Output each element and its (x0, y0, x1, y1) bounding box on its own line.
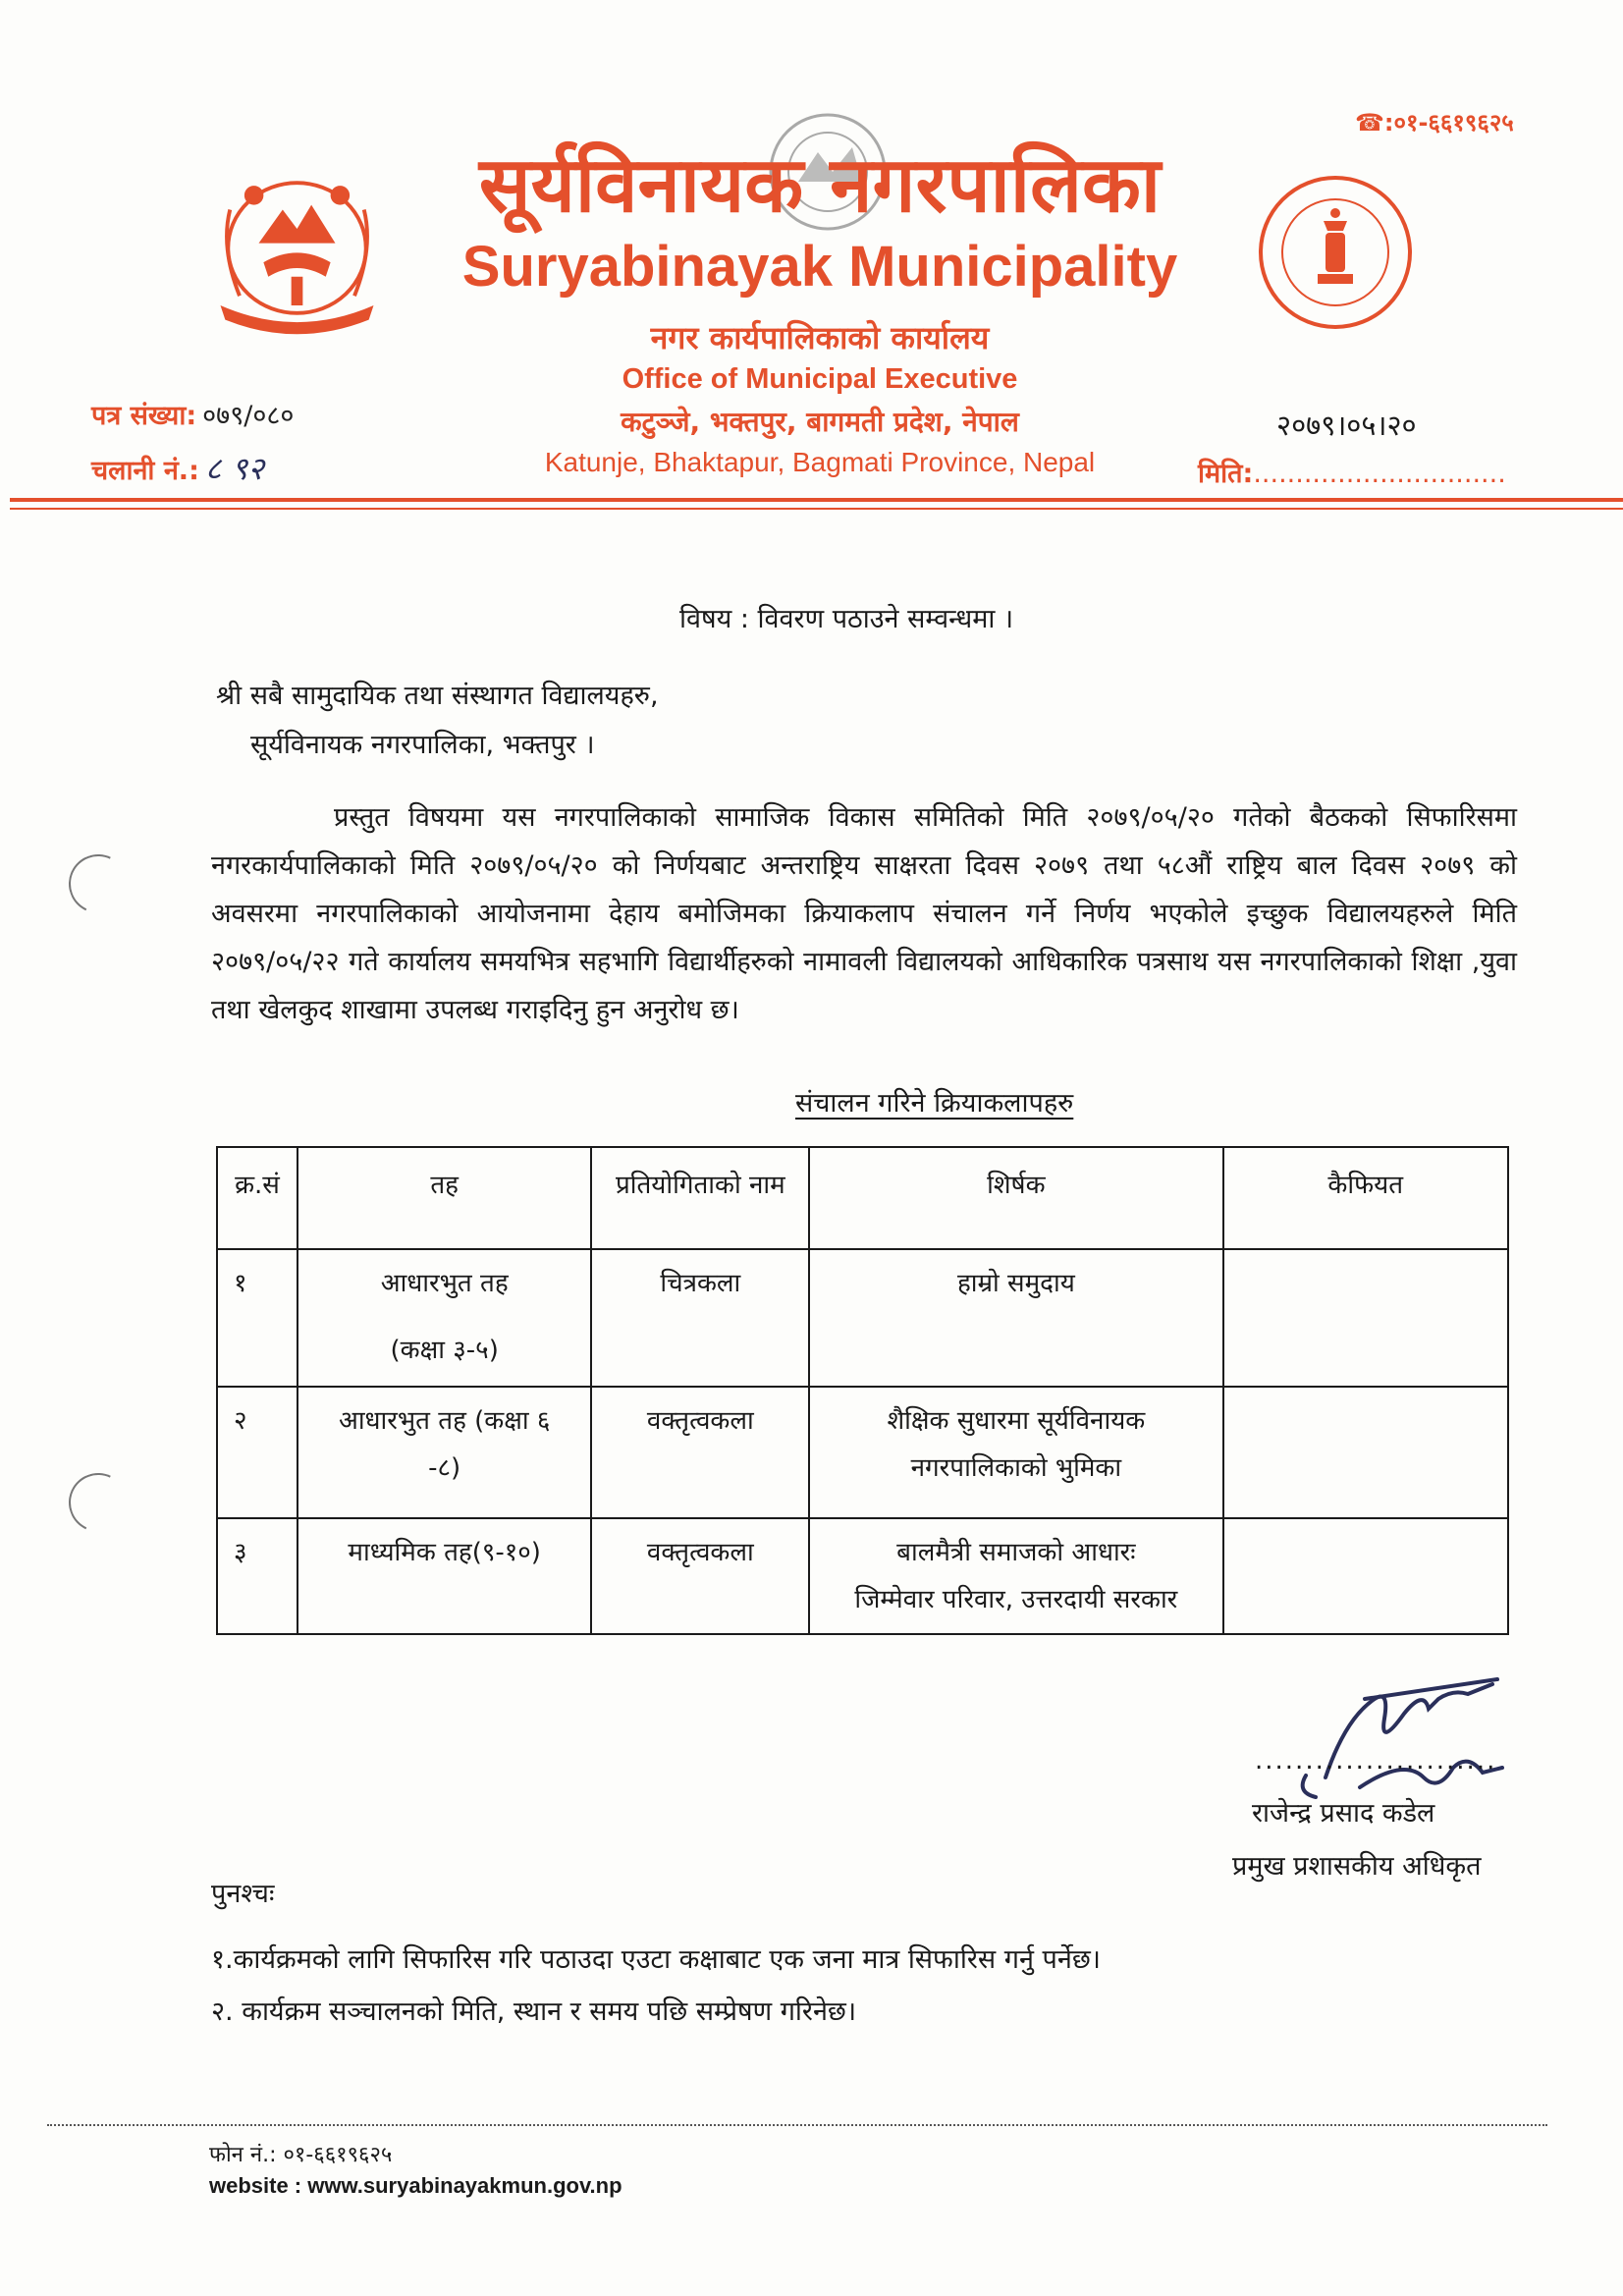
header-divider-thick (10, 498, 1623, 502)
letter-number-value: ०७९/०८० (202, 401, 295, 431)
row-remarks (1223, 1518, 1509, 1634)
office-address-en: Katunje, Bhaktapur, Bagmati Province, Nepal (544, 447, 1096, 477)
letter-number-label: पत्र संख्या: (91, 401, 197, 431)
row-topic (809, 1249, 1222, 1387)
dispatch-number (91, 447, 264, 489)
row-topic-line2: नगरपालिकाको भुमिका (910, 1453, 1122, 1483)
header-level: तह (298, 1147, 592, 1249)
office-name-en: Office of Municipal Executive (622, 363, 1018, 395)
row-competition: चित्रकला (591, 1249, 809, 1387)
header-divider-thin (10, 508, 1623, 510)
letter-body: प्रस्तुत विषयमा यस नगरपालिकाको सामाजिक विकास समितिको मिति २०७९/०५/२० गतेको बैठकको सिफारिसमा नगरकार्यपालिकाको मिति २०७९/०५/२० को निर्णयबाट अन्तराष्ट्रिय साक्षरता दिवस २०७९ तथा ५८औं राष्ट्रिय बाल दिवस २०७९ को अवसरमा नगरपालिकाको आयोजनामा देहाय बमोजिमका क्रियाकलाप संचालन गर्ने निर्णय भएकोले इच्छुक विद्यालयहरुले मिति २०७९/०५/२२ गते कार्यालय समयभित्र सहभागि विद्यार्थीहरुको नामावली विद्यालयको आधिकारिक पत्रसाथ यस नगरपालिकाको शिक्षा ,युवा तथा खेलकुद शाखामा उपलब्ध गराइदिनु हुन अनुरोध छ। (211, 802, 1517, 1025)
row-remarks (1223, 1249, 1509, 1387)
row-topic (809, 1518, 1222, 1634)
signature-line: ........................ (1255, 1746, 1497, 1776)
row-level-line1: आधारभुत तह (380, 1269, 509, 1298)
row-level (298, 1249, 592, 1387)
municipality-name-ne: सूर्यविनायक नगरपालिका (478, 141, 1162, 230)
signatory-title: प्रमुख प्रशासकीय अधिकृत (1232, 1851, 1482, 1882)
row-topic-line1: हाम्रो समुदाय (956, 1269, 1075, 1298)
header-serial: क्र.सं (217, 1147, 298, 1249)
activities-table-title: संचालन गरिने क्रियाकलापहरु (795, 1088, 1074, 1119)
recipient-line-1: श्री सबै सामुदायिक तथा संस्थागत विद्यालयहरु, (216, 681, 659, 711)
header-remarks: कैफियत (1223, 1147, 1509, 1249)
row-level-line2: (कक्षा ३-५) (390, 1336, 499, 1365)
row-level (298, 1518, 592, 1634)
letter-subject: विषय : विवरण पठाउने सम्वन्धमा । (679, 604, 1014, 634)
dispatch-number-label: चलानी नं.: (91, 456, 199, 486)
activities-table (216, 1146, 1509, 1635)
table-header-row (217, 1147, 1508, 1249)
row-competition: वक्तृत्वकला (591, 1387, 809, 1518)
date-label: मिति: (1198, 459, 1254, 489)
row-competition: वक्तृत्वकला (591, 1518, 809, 1634)
postscript-item-1: १.कार्यक्रमको लागि सिफारिस गरि पठाउदा एउटा कक्षाबाट एक जना मात्र सिफारिस गर्नु पर्नेछ। (211, 1944, 1101, 1975)
row-topic (809, 1387, 1222, 1518)
row-level-line1: आधारभुत तह (कक्षा ६ (338, 1406, 551, 1436)
row-topic-line1: शैक्षिक सुधारमा सूर्यविनायक (887, 1406, 1146, 1436)
footer-phone: फोन नं.: ०१-६६१९६२५ (209, 2143, 393, 2167)
postscript-heading: पुनश्चः (211, 1879, 275, 1909)
row-serial: ३ (217, 1518, 298, 1634)
table-row (217, 1249, 1508, 1387)
footer-divider (47, 2124, 1547, 2126)
recipient-line-2: सूर्यविनायक नगरपालिका, भक्तपुर । (250, 730, 595, 760)
handwritten-signature-icon (1257, 1660, 1512, 1807)
table-row (217, 1518, 1508, 1634)
office-address-ne: कटुञ्जे, भक्तपुर, बागमती प्रदेश, नेपाल (621, 406, 1019, 438)
footer-website: website : www.suryabinayakmun.gov.np (209, 2173, 622, 2198)
row-level (298, 1387, 592, 1518)
row-remarks (1223, 1387, 1509, 1518)
punch-hole-mark (61, 847, 136, 922)
row-topic-line2: जिम्मेवार परिवार, उत्तरदायी सरकार (854, 1585, 1178, 1614)
row-level-line2: -८) (428, 1453, 461, 1483)
signatory-name: राजेन्द्र प्रसाद कडेल (1252, 1798, 1435, 1829)
postscript-item-2: २. कार्यक्रम सञ्चालनको मिति, स्थान र समय पछि सम्प्रेषण गरिनेछ। (211, 1996, 857, 2027)
row-topic-line1: बालमैत्री समाजको आधारः (896, 1538, 1136, 1567)
phone-number-top: ☎:०१-६६१९६२५ (1355, 109, 1514, 137)
row-level-line1: माध्यमिक तह(९-१०) (348, 1538, 541, 1567)
table-row (217, 1387, 1508, 1518)
municipality-seal-icon (1255, 172, 1417, 334)
municipality-name-en: Suryabinayak Municipality (461, 235, 1178, 299)
nepal-emblem-icon (201, 152, 393, 344)
letter-date: २०७९।०५।२० (1276, 409, 1417, 442)
date-dots: .............................. (1253, 459, 1506, 489)
row-serial: १ (217, 1249, 298, 1387)
punch-hole-mark (61, 1465, 136, 1541)
row-serial: २ (217, 1387, 298, 1518)
letter-number (91, 396, 294, 432)
header-competition: प्रतियोगिताको नाम (591, 1147, 809, 1249)
office-name-ne: नगर कार्यपालिकाको कार्यालय (650, 319, 990, 356)
date-field (1198, 454, 1506, 490)
dispatch-number-value: ८ ९२ (204, 450, 264, 487)
header-topic: शिर्षक (809, 1147, 1222, 1249)
